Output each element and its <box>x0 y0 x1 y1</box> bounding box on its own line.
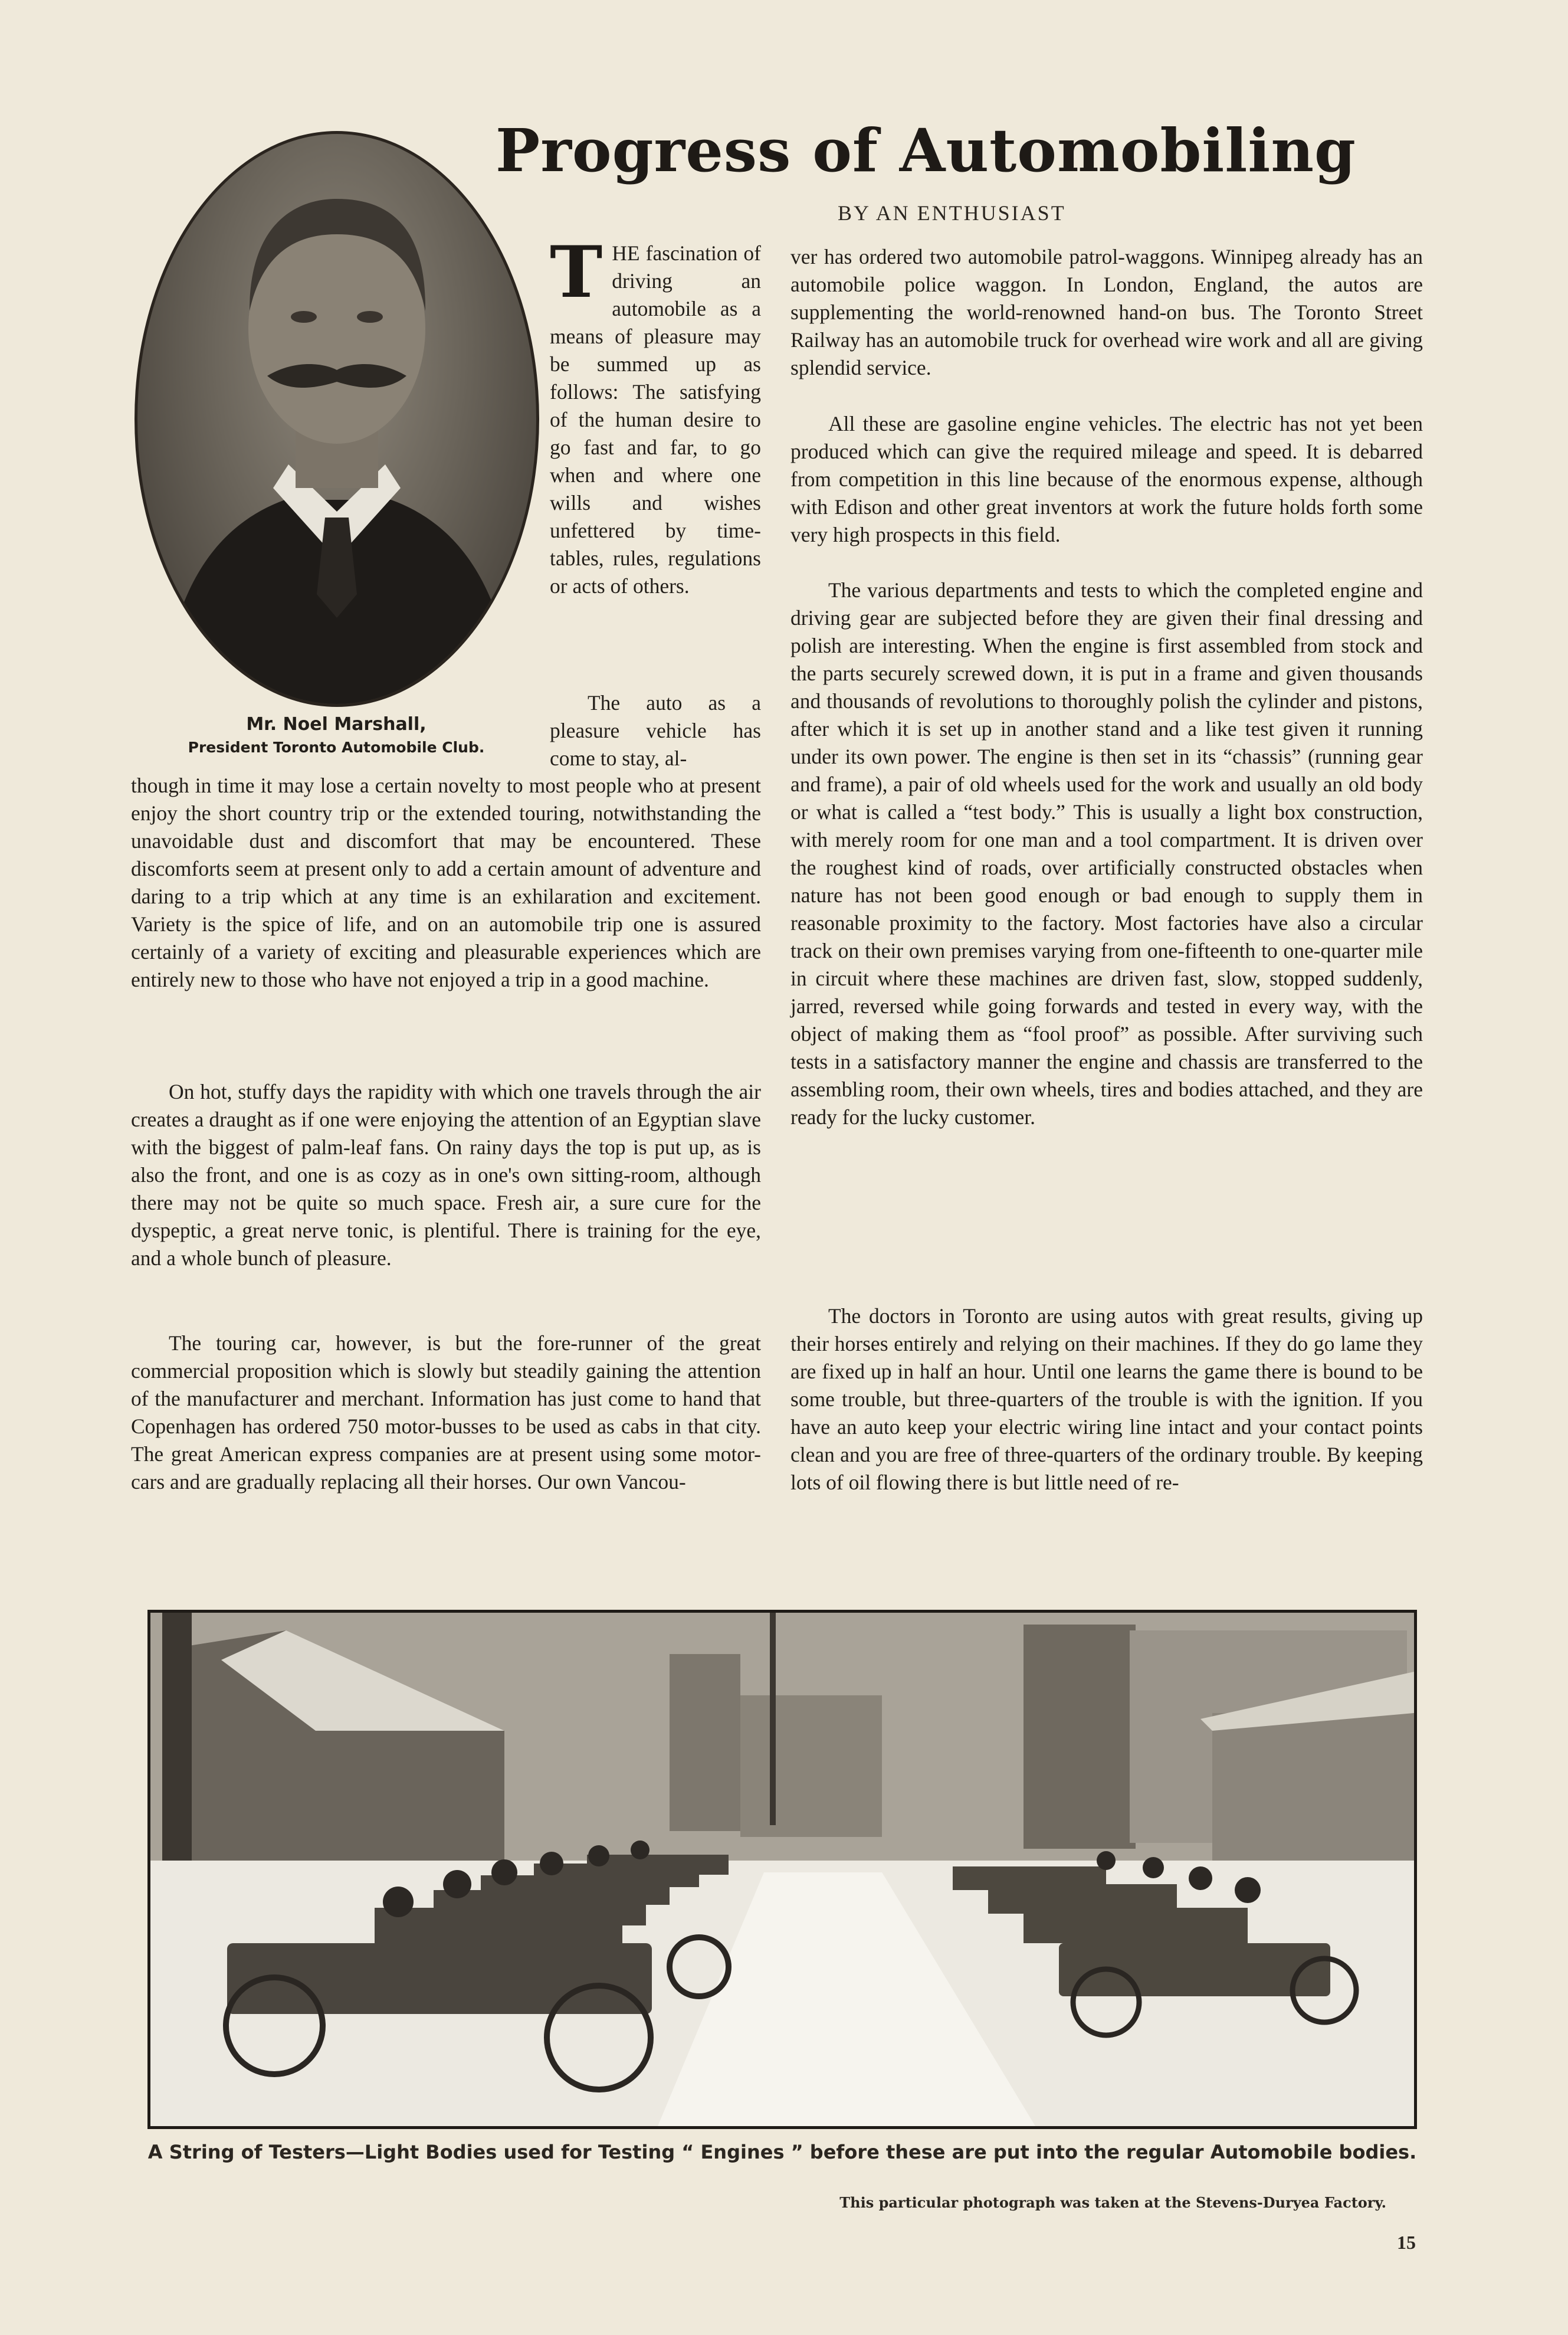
portrait-caption-title: President Toronto Automobile Club. <box>188 739 485 756</box>
paragraph-3: On hot, stuffy days the rapidity with which one travels through the air creates a draught as if one were enjoying the attention of an Egyptian slave with the biggest of palm-leaf fans. On rainy days the top is put up, as is also the front, and one is as cozy as in one's own sitting-room, although there may not be quite so much space. Fresh air, a sure cure for the dyspeptic, a great nerve tonic, is plentiful. There is training for the eye, and a whole bunch of pleasure. <box>131 1080 761 1270</box>
paragraph-right-2: All these are gasoline engine vehicles. The electric has not yet been produced which can give the required mileage and speed. It is debarred from competition in this line because of the enormous expense, although with Edison and other great inventors at work the future holds forth some very high prospects in this field. <box>790 412 1423 546</box>
factory-scene <box>150 1613 1414 2126</box>
article-title: Progress of Automobiling <box>496 116 1356 185</box>
paragraph-intro-text: HE fascination of driving an automobile as a means of pleasure may be summed up as follows: The satisfying of the human desire to go fast and far, to go when and where one wills and wishes unfettered by time-tables, rules, regulations or acts of others. <box>550 241 761 598</box>
paragraph-intro <box>550 231 761 600</box>
paragraph-right-3: The various departments and tests to which the completed engine and driving gear are subjected before they are given their final dressing and polish are interesting. When the engine is first assembled from stock and the parts securely screwed down, it is put in a frame and given thousands and thousands of revolutions to thoroughly polish the cylinder and pistons, after which it is set up in another stand and a like test given it running under its own power. The engine is then set in its “chassis” (running gear and frame), a pair of old wheels used for the work and usually an old body or what is called a “test body.” This is usually a light box construction, with merely room for one man and a tool compartment. It is driven over the roughest kind of roads, over artificially constructed obstacles when nature has not been good enough or bad enough to supply them in reasonable proximity to the factory. Most factories have also a circular track on their own premises varying from one-fifteenth to one-quarter mile in circuit where these machines are driven fast, slow, stopped suddenly, jarred, reversed while going forwards and tested in every way, with the object of making them as “fool proof” as possible. After surviving such tests in a satisfactory manner the engine and chassis are transferred to the assembling room, their own wheels, tires and bodies attached, and they are ready for the lucky customer. <box>790 578 1423 1129</box>
page-number: 15 <box>1397 2232 1416 2253</box>
portrait-figure <box>137 134 536 704</box>
paragraph-4: The touring car, however, is but the fore-runner of the great commercial proposition which is slowly but steadily gaining the attention of the manufacturer and merchant. Information has just come to hand that Copenhagen has ordered 750 motor-busses to be used as cabs in that city. The great American express companies are at present using some motor-cars and are gradually replacing all their horses. Our own Vancou- <box>131 1331 761 1494</box>
photo-credit: This particular photograph was taken at the Stevens-Duryea Factory. <box>839 2194 1386 2211</box>
paragraph-right-4: The doctors in Toronto are using autos with great results, giving up their horses entirely and relying on their machines. If they do go lame they are fixed up in half an hour. Until one learns the game there is bound to be some trouble, but three-quarters of the trouble is with the ignition. If you have an auto keep your electric wiring line intact and your contact points clean and you are free of three-quarters of the ordinary trouble. By keeping lots of oil flowing there is but little need of re- <box>790 1304 1423 1494</box>
portrait-caption-name: Mr. Noel Marshall, <box>246 714 427 735</box>
photo-caption: A String of Testers—Light Bodies used for Testing “ Engines ” before these are put into the regular Automobile bodies. <box>147 2141 1417 2163</box>
portrait-photo <box>135 131 539 707</box>
paragraph-2-start: The auto as a pleasure vehicle has come to stay, al- <box>550 691 761 770</box>
article-byline: BY AN ENTHUSIAST <box>838 201 1066 225</box>
factory-photo <box>147 1610 1417 2129</box>
paragraph-right-1: ver has ordered two automobile patrol-waggons. Winnipeg already has an automobile police waggon. In London, England, the autos are supplementing the world-renowned hand-on bus. The Toronto Street Railway has an automobile truck for overhead wire work and all are giving splendid service. <box>790 245 1423 379</box>
drop-cap: T <box>550 231 603 314</box>
paragraph-2-continued: though in time it may lose a certain novelty to most people who at present enjoy the short country trip or the extended touring, notwithstanding the unavoidable dust and discomfort that may be encountered. These discomforts seem at present only to add a certain amount of adventure and daring to a trip which at any time is an exhilaration and excitement. Variety is the spice of life, and on an automobile trip one is assured certainly of a variety of exciting and pleasurable experiences which are entirely new to those who have not enjoyed a trip in a good machine. <box>131 774 761 991</box>
